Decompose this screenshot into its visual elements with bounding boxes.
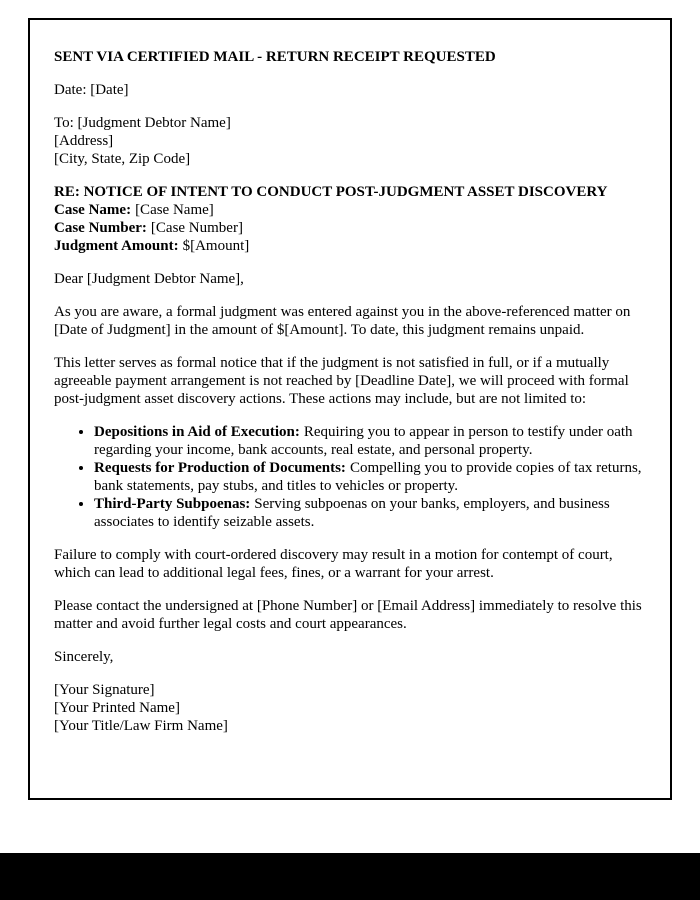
certified-mail-header: SENT VIA CERTIFIED MAIL - RETURN RECEIPT REQUESTED xyxy=(54,49,496,65)
case-name-label: Case Name: xyxy=(54,202,132,218)
document-requests-text: Compelling you to provide copies of tax returns, bank statements, pay stubs, and titles to vehicles or property. xyxy=(94,460,642,494)
depositions-label: Depositions in Aid of Execution: xyxy=(94,424,300,440)
signature-line: [Your Signature] xyxy=(54,682,155,698)
case-name-value: [Case Name] xyxy=(135,202,214,218)
letter-document-frame xyxy=(28,18,672,800)
document-requests-label: Requests for Production of Documents: xyxy=(94,460,346,476)
case-name-line xyxy=(54,201,646,219)
subpoenas-text: Serving subpoenas on your banks, employers, and business associates to identify seizable assets. xyxy=(94,496,610,530)
recipient-address-line: [Address] xyxy=(54,133,114,149)
discovery-actions-list xyxy=(54,423,646,531)
bottom-black-bar xyxy=(0,853,700,900)
signature-block xyxy=(54,681,646,735)
list-item-document-requests xyxy=(94,459,646,495)
judgment-amount-line xyxy=(54,237,646,255)
list-item-subpoenas xyxy=(94,495,646,531)
depositions-text: Requiring you to appear in person to testify under oath regarding your income, bank accounts, real estate, and personal property. xyxy=(94,424,633,458)
paragraph-failure-to-comply: Failure to comply with court-ordered discovery may result in a motion for contempt of court, which can lead to additional legal fees, fines, or a warrant for your arrest. xyxy=(54,547,613,581)
judgment-amount-label: Judgment Amount: xyxy=(54,238,179,254)
recipient-name-line: To: [Judgment Debtor Name] xyxy=(54,115,231,131)
subpoenas-label: Third-Party Subpoenas: xyxy=(94,496,251,512)
date-line: Date: [Date] xyxy=(54,82,129,98)
case-number-value: [Case Number] xyxy=(150,220,243,236)
recipient-block xyxy=(54,114,646,168)
judgment-amount-value: $[Amount] xyxy=(182,238,250,254)
case-number-label: Case Number: xyxy=(54,220,147,236)
printed-name-line: [Your Printed Name] xyxy=(54,700,180,716)
salutation: Dear [Judgment Debtor Name], xyxy=(54,271,244,287)
paragraph-formal-notice: This letter serves as formal notice that if the judgment is not satisfied in full, or if a mutually agreeable payment arrangement is not reached by [Deadline Date], we will proceed with formal post-judgment asset discovery actions. These actions may include, but are not limited to: xyxy=(54,355,629,407)
closing: Sincerely, xyxy=(54,649,114,665)
paragraph-judgment-entered: As you are aware, a formal judgment was entered against you in the above-referenced matter on [Date of Judgment] in the amount of $[Amount]. To date, this judgment remains unpaid. xyxy=(54,304,631,338)
recipient-city-line: [City, State, Zip Code] xyxy=(54,151,191,167)
paragraph-contact: Please contact the undersigned at [Phone Number] or [Email Address] immediately to resolve this matter and avoid further legal costs and court appearances. xyxy=(54,598,642,632)
list-item-depositions xyxy=(94,423,646,459)
case-number-line xyxy=(54,219,646,237)
subject-line: RE: NOTICE OF INTENT TO CONDUCT POST-JUDGMENT ASSET DISCOVERY xyxy=(54,184,608,200)
subject-block xyxy=(54,183,646,255)
letter-content xyxy=(30,20,670,760)
title-firm-line: [Your Title/Law Firm Name] xyxy=(54,718,228,734)
